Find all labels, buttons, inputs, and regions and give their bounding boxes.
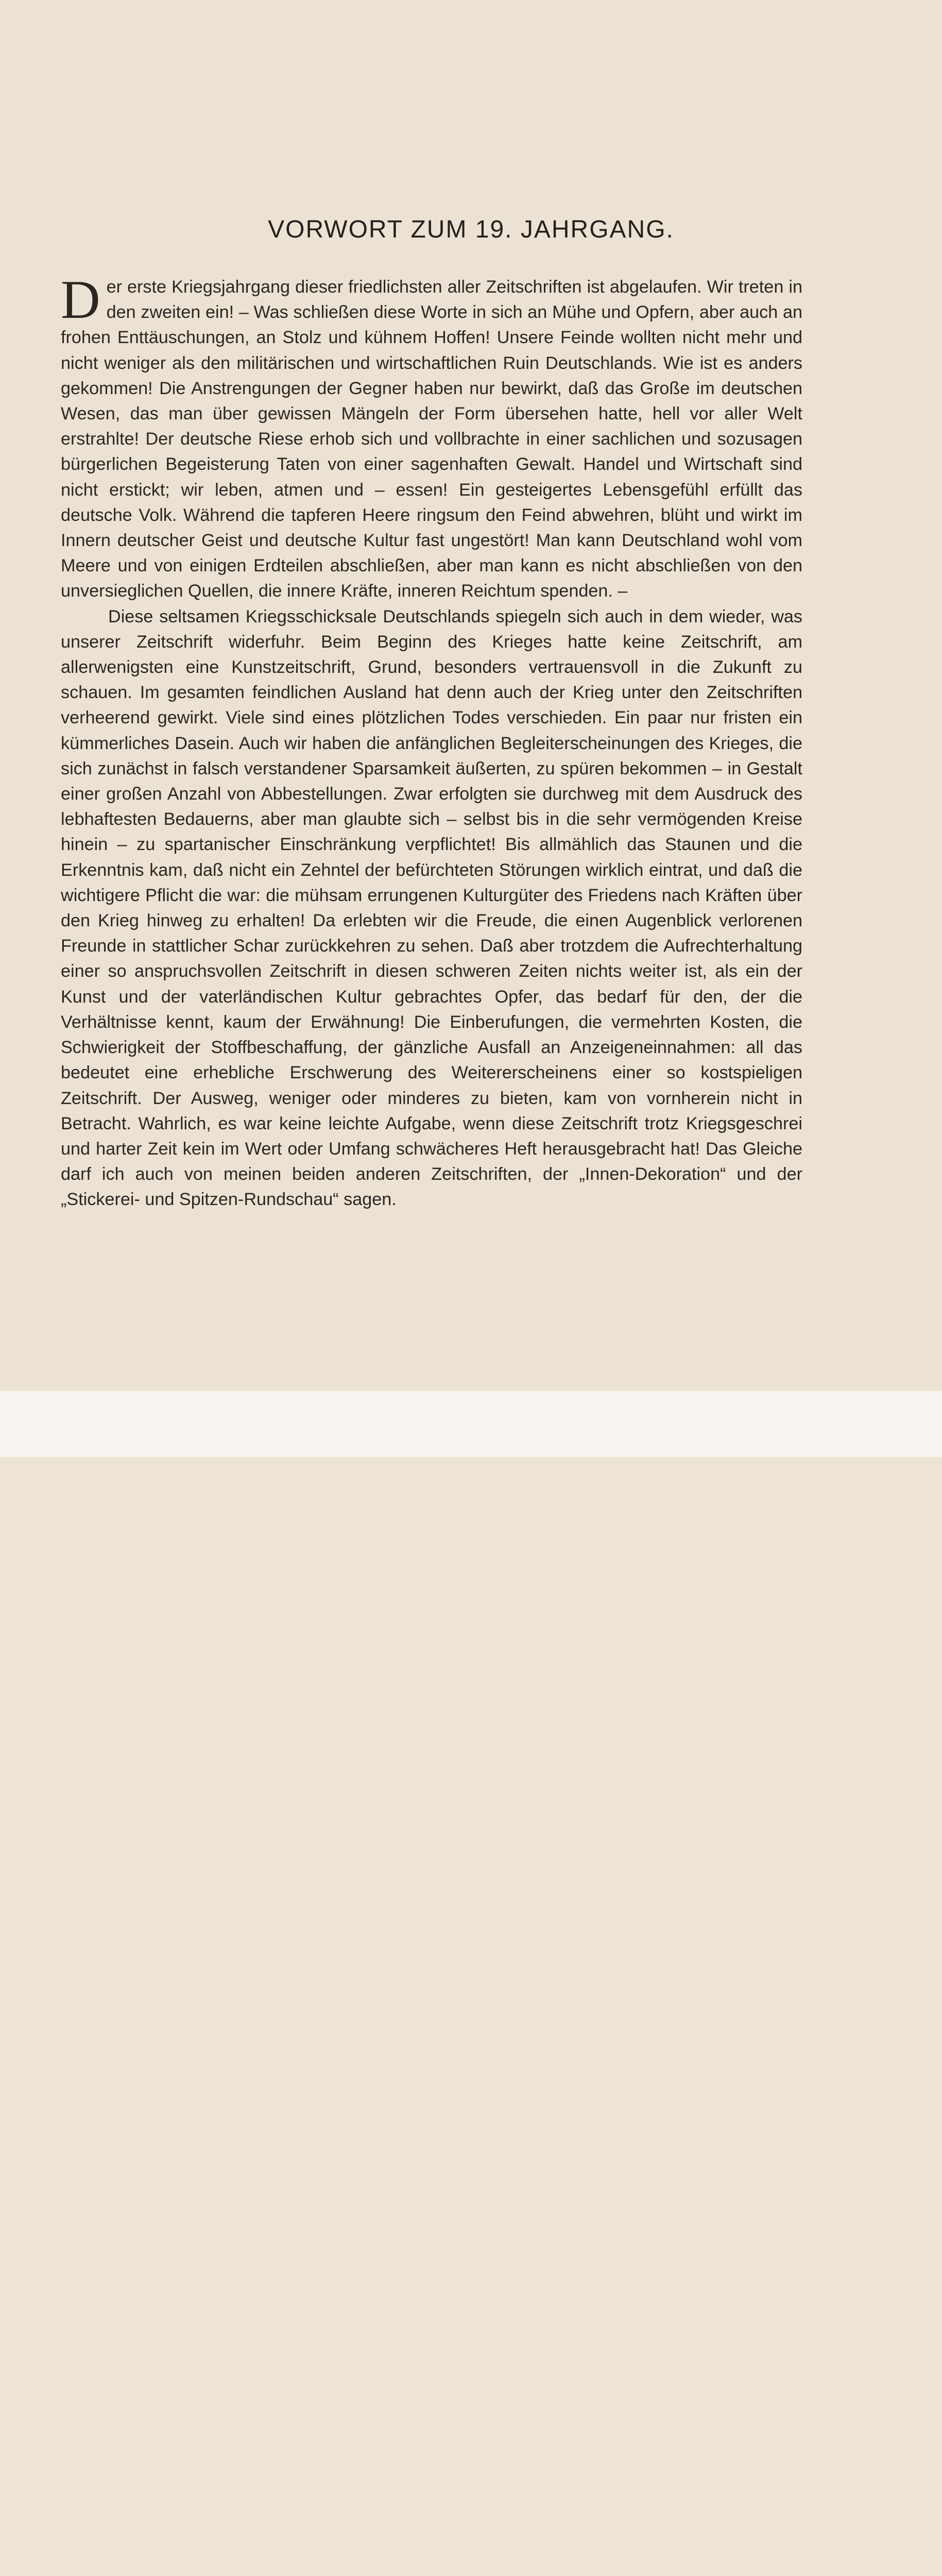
- paragraph-1: [61, 269, 802, 604]
- paragraph-1-text: er erste Kriegsjahrgang dieser friedlichsten aller Zeitschriften ist abgelaufen. Wir treten in den zweiten ein! – Was schließen diese Worte in sich an Mühe und Opfern, aber auch an frohen Enttäuschungen, an Stolz und kühnem Hoffen! Unsere Feinde wollten nicht mehr und nicht weniger als den militärischen und wirtschaftlichen Ruin Deutschlands. Wie ist es anders gekommen! Die Anstrengungen der Gegner haben nur bewirkt, daß das Große im deutschen Wesen, das man über gewissen Mängeln der Form übersehen hatte, hell vor aller Welt erstrahlte! Der deutsche Riese erhob sich und vollbrachte in einer sachlichen und sozusagen bürgerlichen Begeisterung Taten von einer sagenhaften Gewalt. Handel und Wirtschaft sind nicht erstickt; wir leben, atmen und – essen! Ein gesteigertes Lebensgefühl erfüllt das deutsche Volk. Während die tapferen Heere ringsum den Feind abwehren, blüht und wirkt im Innern deutscher Geist und deutsche Kultur fast ungestört! Man kann Deutschland wohl vom Meere und von einigen Erdteilen abschließen, aber man kann es nicht abschließen von den unversieglichen Quellen, die innere Kräfte, inneren Reichtum spenden. –: [61, 277, 802, 601]
- body-text: [61, 269, 802, 1213]
- footer-bar: [0, 1391, 942, 1457]
- page-title: VORWORT ZUM 19. JAHRGANG.: [268, 216, 674, 243]
- paragraph-2: Diese seltsamen Kriegsschicksale Deutschlands spiegeln sich auch in dem wieder, was unserer Zeitschrift widerfuhr. Beim Beginn des Krieges hatte keine Zeitschrift, am allerwenigsten eine Kunstzeitschrift, Grund, besonders vertrauensvoll in die Zukunft zu schauen. Im gesamten feindlichen Ausland hat denn auch der Krieg unter den Zeitschriften verheerend gewirkt. Viele sind eines plötzlichen Todes verschieden. Ein paar nur fristen ein kümmerliches Dasein. Auch wir haben die anfänglichen Begleiterscheinungen des Krieges, die sich zunächst in falsch verstandener Sparsamkeit äußerten, zu spüren bekommen – in Gestalt einer großen Anzahl von Abbestellungen. Zwar erfolgten sie durchweg mit dem Ausdruck des lebhaftesten Bedauerns, aber man glaubte sich – selbst bis in die sehr vermögenden Kreise hinein – zu spartanischer Einschränkung verpflichtet! Bis allmählich das Staunen und die Erkenntnis kam, daß nicht ein Zehntel der befürchteten Störungen wirklich eintrat, und daß die wichtigere Pflicht die war: die mühsam errungenen Kulturgüter des Friedens nach Kräften über den Krieg hinweg zu erhalten! Da erlebten wir die Freude, die einen Augenblick verlorenen Freunde in stattlicher Schar zurückkehren zu sehen. Daß aber trotzdem die Aufrechterhaltung einer so anspruchsvollen Zeitschrift in diesen schweren Zeiten nichts weiter ist, als ein der Kunst und der vaterländischen Kultur gebrachtes Opfer, das bedarf für den, der die Verhältnisse kennt, kaum der Erwähnung! Die Einberufungen, die vermehrten Kosten, die Schwierigkeit der Stoffbeschaffung, der gänzliche Ausfall an Anzeigeneinnahmen: all das bedeutet eine erhebliche Erschwerung des Weitererscheinens einer so kostspieligen Zeitschrift. Der Ausweg, weniger oder minderes zu bieten, kam von vornherein nicht in Betracht. Wahrlich, es war keine leichte Aufgabe, wenn diese Zeitschrift trotz Kriegsgeschrei und harter Zeit kein im Wert oder Umfang schwächeres Heft herausgebracht hat! Das Gleiche darf ich auch von meinen beiden anderen Zeitschriften, der „Innen-Dekoration“ und der „Stickerei- und Spitzen-Rundschau“ sagen.: [61, 606, 802, 1210]
- drop-cap: D: [61, 269, 100, 330]
